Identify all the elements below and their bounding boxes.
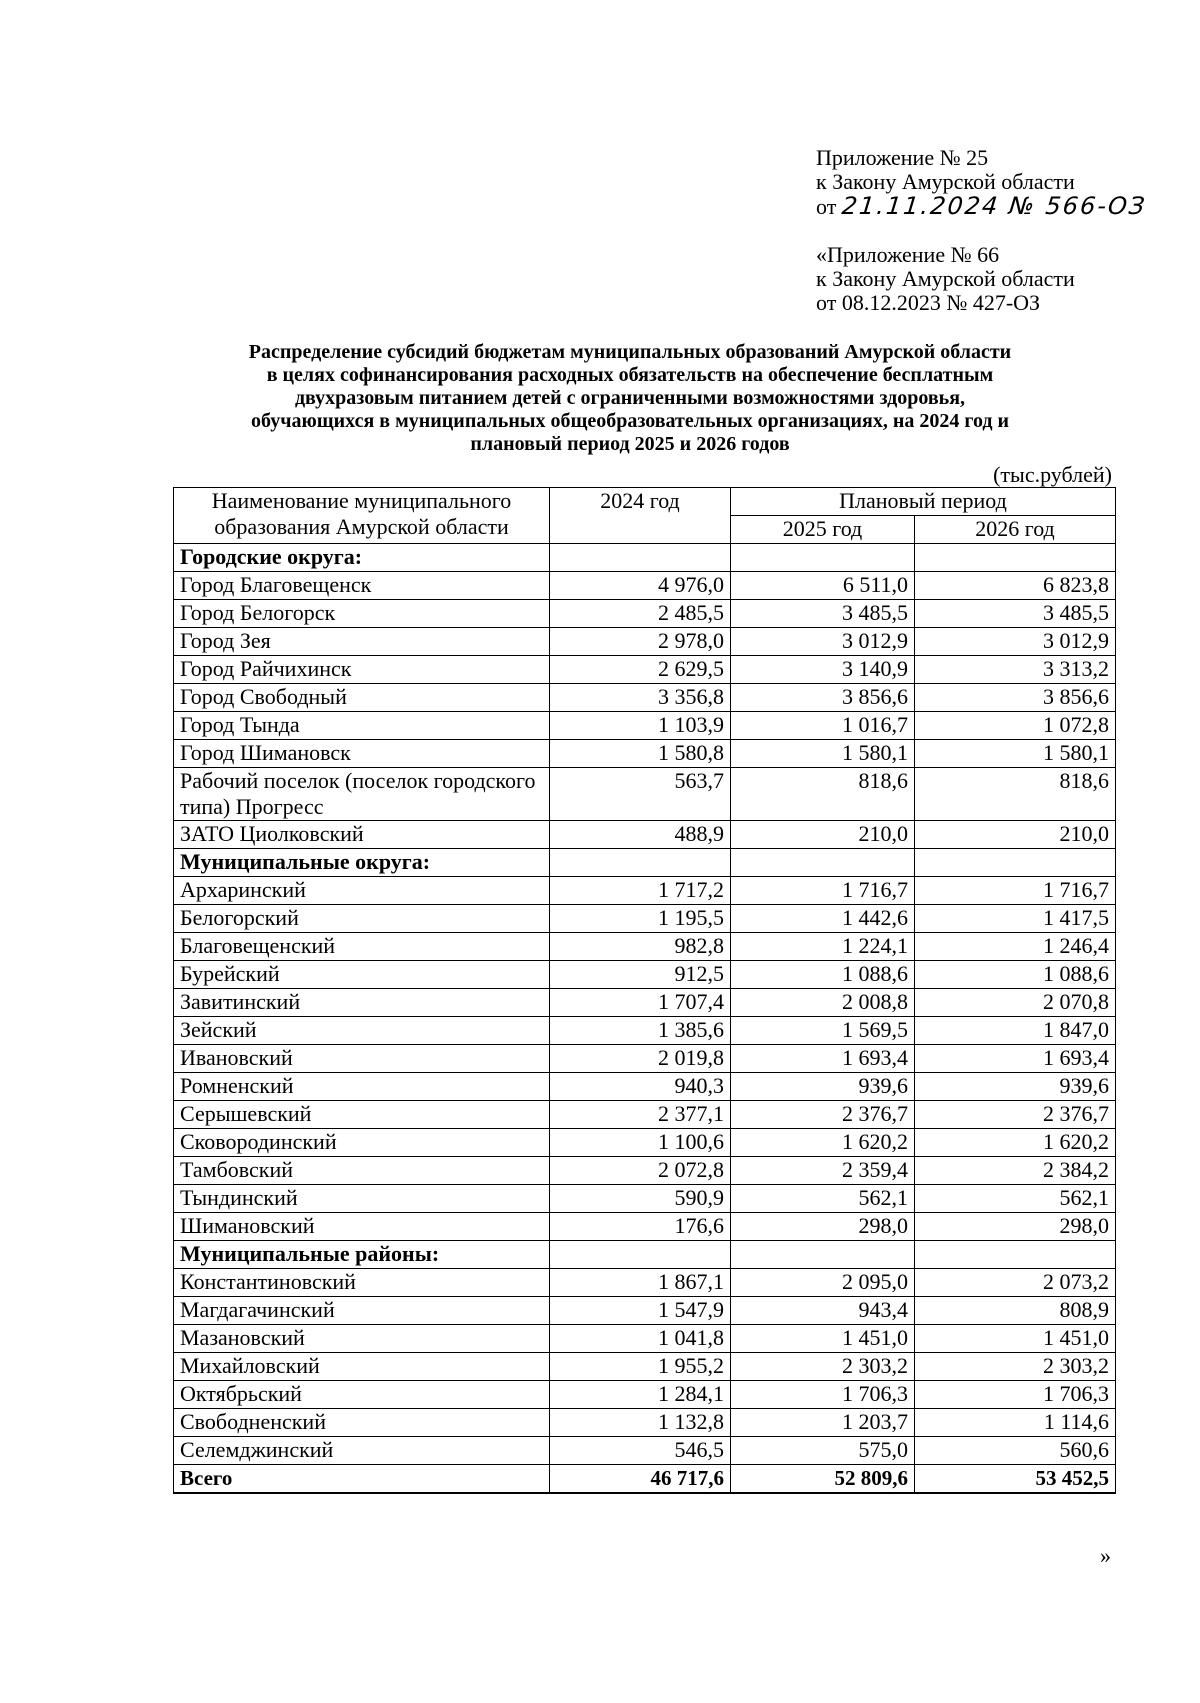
empty-cell bbox=[550, 544, 731, 572]
section-row bbox=[174, 544, 1116, 572]
table-row bbox=[174, 1325, 1116, 1353]
value-2026: 3 856,6 bbox=[915, 684, 1116, 712]
municipality-name: Селемджинский bbox=[174, 1437, 550, 1465]
municipality-name: Мазановский bbox=[174, 1325, 550, 1353]
value-2024: 982,8 bbox=[550, 933, 731, 961]
value-2025: 575,0 bbox=[731, 1437, 915, 1465]
municipality-name: Ромненский bbox=[174, 1073, 550, 1101]
value-2024: 1 195,5 bbox=[550, 905, 731, 933]
table-row bbox=[174, 1101, 1116, 1129]
value-2024: 1 385,6 bbox=[550, 1017, 731, 1045]
municipality-name: Тындинский bbox=[174, 1185, 550, 1213]
municipality-name: Белогорский bbox=[174, 905, 550, 933]
value-2025: 562,1 bbox=[731, 1185, 915, 1213]
value-2024: 4 976,0 bbox=[550, 572, 731, 600]
table-row bbox=[174, 961, 1116, 989]
value-2025: 1 716,7 bbox=[731, 877, 915, 905]
value-2026: 2 384,2 bbox=[915, 1157, 1116, 1185]
value-2026: 1 693,4 bbox=[915, 1045, 1116, 1073]
value-2025: 1 016,7 bbox=[731, 712, 915, 740]
appendix-law: к Закону Амурской области bbox=[816, 169, 1075, 194]
value-2025: 3 012,9 bbox=[731, 628, 915, 656]
municipality-name: Рабочий поселок (поселок городского типа) Прогресс bbox=[174, 768, 550, 821]
title-line: плановый период 2025 и 2026 годов bbox=[470, 433, 790, 455]
table-row bbox=[174, 1297, 1116, 1325]
value-2026: 1 417,5 bbox=[915, 905, 1116, 933]
table-row bbox=[174, 1269, 1116, 1297]
original-appendix-date: от 08.12.2023 № 427-ОЗ bbox=[816, 290, 1041, 315]
section-label: Муниципальные районы: bbox=[174, 1241, 550, 1269]
value-2026: 298,0 bbox=[915, 1213, 1116, 1241]
table-row bbox=[174, 740, 1116, 768]
value-2024: 2 485,5 bbox=[550, 600, 731, 628]
value-2026: 210,0 bbox=[915, 821, 1116, 849]
table-row bbox=[174, 905, 1116, 933]
municipality-name: Город Белогорск bbox=[174, 600, 550, 628]
document-title bbox=[170, 341, 1090, 456]
value-2024: 2 377,1 bbox=[550, 1101, 731, 1129]
value-2025: 3 856,6 bbox=[731, 684, 915, 712]
municipality-name: Магдагачинский bbox=[174, 1297, 550, 1325]
value-2024: 1 100,6 bbox=[550, 1129, 731, 1157]
value-2026: 1 072,8 bbox=[915, 712, 1116, 740]
value-2025: 210,0 bbox=[731, 821, 915, 849]
table-row bbox=[174, 933, 1116, 961]
value-2026: 939,6 bbox=[915, 1073, 1116, 1101]
value-2026: 2 376,7 bbox=[915, 1101, 1116, 1129]
original-appendix-header bbox=[816, 243, 1075, 315]
value-2024: 2 072,8 bbox=[550, 1157, 731, 1185]
value-2024: 912,5 bbox=[550, 961, 731, 989]
table-row bbox=[174, 1073, 1116, 1101]
value-2024: 1 867,1 bbox=[550, 1269, 731, 1297]
value-2024: 1 547,9 bbox=[550, 1297, 731, 1325]
value-2025: 943,4 bbox=[731, 1297, 915, 1325]
municipality-name: Город Шимановск bbox=[174, 740, 550, 768]
value-2025: 1 203,7 bbox=[731, 1409, 915, 1437]
value-2025: 2 376,7 bbox=[731, 1101, 915, 1129]
value-2026: 2 073,2 bbox=[915, 1269, 1116, 1297]
value-2026: 1 847,0 bbox=[915, 1017, 1116, 1045]
subsidy-table bbox=[173, 487, 1116, 1494]
value-2026: 1 620,2 bbox=[915, 1129, 1116, 1157]
table-row bbox=[174, 1017, 1116, 1045]
municipality-name: Город Благовещенск bbox=[174, 572, 550, 600]
value-2025: 3 140,9 bbox=[731, 656, 915, 684]
municipality-name: Зейский bbox=[174, 1017, 550, 1045]
value-2024: 2 629,5 bbox=[550, 656, 731, 684]
value-2025: 939,6 bbox=[731, 1073, 915, 1101]
unit-label: (тыс.рублей) bbox=[993, 462, 1112, 487]
empty-cell bbox=[915, 1241, 1116, 1269]
value-2025: 2 008,8 bbox=[731, 989, 915, 1017]
section-row bbox=[174, 1241, 1116, 1269]
appendix-header bbox=[816, 146, 1146, 219]
value-2026: 1 088,6 bbox=[915, 961, 1116, 989]
value-2024: 563,7 bbox=[550, 768, 731, 821]
table-row bbox=[174, 1157, 1116, 1185]
total-2025: 52 809,6 bbox=[731, 1465, 915, 1494]
value-2026: 1 114,6 bbox=[915, 1409, 1116, 1437]
value-2026: 1 706,3 bbox=[915, 1381, 1116, 1409]
value-2024: 2 978,0 bbox=[550, 628, 731, 656]
table-row bbox=[174, 1185, 1116, 1213]
title-line: в целях софинансирования расходных обязательств на обеспечение бесплатным bbox=[266, 364, 994, 386]
column-header-2025: 2025 год bbox=[731, 516, 915, 544]
closing-quote: » bbox=[1100, 1543, 1111, 1568]
table-row bbox=[174, 1353, 1116, 1381]
value-2024: 1 103,9 bbox=[550, 712, 731, 740]
table-row bbox=[174, 989, 1116, 1017]
municipality-name: Ивановский bbox=[174, 1045, 550, 1073]
value-2025: 1 580,1 bbox=[731, 740, 915, 768]
municipality-name: Михайловский bbox=[174, 1353, 550, 1381]
municipality-name: Константиновский bbox=[174, 1269, 550, 1297]
appendix-number: Приложение № 25 bbox=[816, 145, 989, 170]
value-2026: 560,6 bbox=[915, 1437, 1116, 1465]
value-2024: 1 284,1 bbox=[550, 1381, 731, 1409]
value-2026: 1 451,0 bbox=[915, 1325, 1116, 1353]
municipality-name: Сковородинский bbox=[174, 1129, 550, 1157]
date-prefix: от bbox=[816, 194, 837, 219]
municipality-name: Шимановский bbox=[174, 1213, 550, 1241]
municipality-name: Октябрьский bbox=[174, 1381, 550, 1409]
value-2025: 1 224,1 bbox=[731, 933, 915, 961]
value-2025: 1 569,5 bbox=[731, 1017, 915, 1045]
value-2024: 940,3 bbox=[550, 1073, 731, 1101]
value-2026: 3 313,2 bbox=[915, 656, 1116, 684]
value-2026: 6 823,8 bbox=[915, 572, 1116, 600]
municipality-name: ЗАТО Циолковский bbox=[174, 821, 550, 849]
handwritten-date-number: 21.11.2024 № 566-ОЗ bbox=[840, 192, 1148, 220]
value-2026: 2 070,8 bbox=[915, 989, 1116, 1017]
table-row bbox=[174, 656, 1116, 684]
value-2025: 3 485,5 bbox=[731, 600, 915, 628]
value-2024: 1 132,8 bbox=[550, 1409, 731, 1437]
title-line: обучающихся в муниципальных общеобразовательных организациях, на 2024 год и bbox=[250, 410, 1010, 432]
value-2025: 818,6 bbox=[731, 768, 915, 821]
table-row bbox=[174, 1213, 1116, 1241]
table-row bbox=[174, 684, 1116, 712]
total-label: Всего bbox=[174, 1465, 550, 1494]
table-row bbox=[174, 1437, 1116, 1465]
value-2025: 1 693,4 bbox=[731, 1045, 915, 1073]
municipality-name: Серышевский bbox=[174, 1101, 550, 1129]
value-2025: 1 620,2 bbox=[731, 1129, 915, 1157]
title-line: Распределение субсидий бюджетам муниципальных образований Амурской области bbox=[248, 341, 1012, 363]
value-2025: 298,0 bbox=[731, 1213, 915, 1241]
value-2024: 546,5 bbox=[550, 1437, 731, 1465]
value-2025: 1 088,6 bbox=[731, 961, 915, 989]
value-2025: 2 359,4 bbox=[731, 1157, 915, 1185]
column-header-2026: 2026 год bbox=[915, 516, 1116, 544]
municipality-name: Город Зея bbox=[174, 628, 550, 656]
table-row bbox=[174, 712, 1116, 740]
value-2026: 1 716,7 bbox=[915, 877, 1116, 905]
table-row bbox=[174, 1409, 1116, 1437]
value-2026: 1 580,1 bbox=[915, 740, 1116, 768]
table-row bbox=[174, 1045, 1116, 1073]
table-row bbox=[174, 877, 1116, 905]
empty-cell bbox=[550, 849, 731, 877]
column-header-name: Наименование муниципального образования Амурской области bbox=[174, 488, 550, 544]
value-2026: 1 246,4 bbox=[915, 933, 1116, 961]
column-header-plan-period: Плановый период bbox=[731, 488, 1116, 516]
title-line: двухразовым питанием детей с ограниченными возможностями здоровья, bbox=[294, 387, 966, 409]
table-row bbox=[174, 1129, 1116, 1157]
total-2026: 53 452,5 bbox=[915, 1465, 1116, 1494]
section-label: Муниципальные округа: bbox=[174, 849, 550, 877]
municipality-name: Свободненский bbox=[174, 1409, 550, 1437]
value-2024: 2 019,8 bbox=[550, 1045, 731, 1073]
empty-cell bbox=[550, 1241, 731, 1269]
table-row bbox=[174, 821, 1116, 849]
municipality-name: Бурейский bbox=[174, 961, 550, 989]
column-header-2024: 2024 год bbox=[550, 488, 731, 544]
original-appendix-law: к Закону Амурской области bbox=[816, 266, 1075, 291]
empty-cell bbox=[915, 849, 1116, 877]
appendix-date bbox=[816, 194, 1146, 219]
value-2024: 1 041,8 bbox=[550, 1325, 731, 1353]
empty-cell bbox=[731, 544, 915, 572]
original-appendix-number: «Приложение № 66 bbox=[816, 242, 1000, 267]
table-row bbox=[174, 1381, 1116, 1409]
municipality-name: Город Райчихинск bbox=[174, 656, 550, 684]
value-2026: 2 303,2 bbox=[915, 1353, 1116, 1381]
section-label: Городские округа: bbox=[174, 544, 550, 572]
table-body bbox=[174, 544, 1116, 1494]
value-2024: 590,9 bbox=[550, 1185, 731, 1213]
municipality-name: Завитинский bbox=[174, 989, 550, 1017]
municipality-name: Город Тында bbox=[174, 712, 550, 740]
value-2024: 3 356,8 bbox=[550, 684, 731, 712]
value-2025: 6 511,0 bbox=[731, 572, 915, 600]
value-2026: 562,1 bbox=[915, 1185, 1116, 1213]
value-2025: 1 451,0 bbox=[731, 1325, 915, 1353]
value-2024: 1 580,8 bbox=[550, 740, 731, 768]
value-2025: 1 442,6 bbox=[731, 905, 915, 933]
total-row bbox=[174, 1465, 1116, 1494]
municipality-name: Город Свободный bbox=[174, 684, 550, 712]
table-row bbox=[174, 600, 1116, 628]
empty-cell bbox=[731, 849, 915, 877]
municipality-name: Благовещенский bbox=[174, 933, 550, 961]
value-2025: 2 095,0 bbox=[731, 1269, 915, 1297]
value-2024: 176,6 bbox=[550, 1213, 731, 1241]
value-2025: 1 706,3 bbox=[731, 1381, 915, 1409]
total-2024: 46 717,6 bbox=[550, 1465, 731, 1494]
value-2026: 818,6 bbox=[915, 768, 1116, 821]
value-2026: 808,9 bbox=[915, 1297, 1116, 1325]
municipality-name: Архаринский bbox=[174, 877, 550, 905]
value-2024: 1 707,4 bbox=[550, 989, 731, 1017]
value-2024: 1 717,2 bbox=[550, 877, 731, 905]
empty-cell bbox=[915, 544, 1116, 572]
value-2026: 3 012,9 bbox=[915, 628, 1116, 656]
municipality-name: Тамбовский bbox=[174, 1157, 550, 1185]
table-row bbox=[174, 572, 1116, 600]
empty-cell bbox=[731, 1241, 915, 1269]
table-row bbox=[174, 768, 1116, 821]
section-row bbox=[174, 849, 1116, 877]
value-2025: 2 303,2 bbox=[731, 1353, 915, 1381]
value-2024: 1 955,2 bbox=[550, 1353, 731, 1381]
table-row bbox=[174, 628, 1116, 656]
value-2026: 3 485,5 bbox=[915, 600, 1116, 628]
value-2024: 488,9 bbox=[550, 821, 731, 849]
